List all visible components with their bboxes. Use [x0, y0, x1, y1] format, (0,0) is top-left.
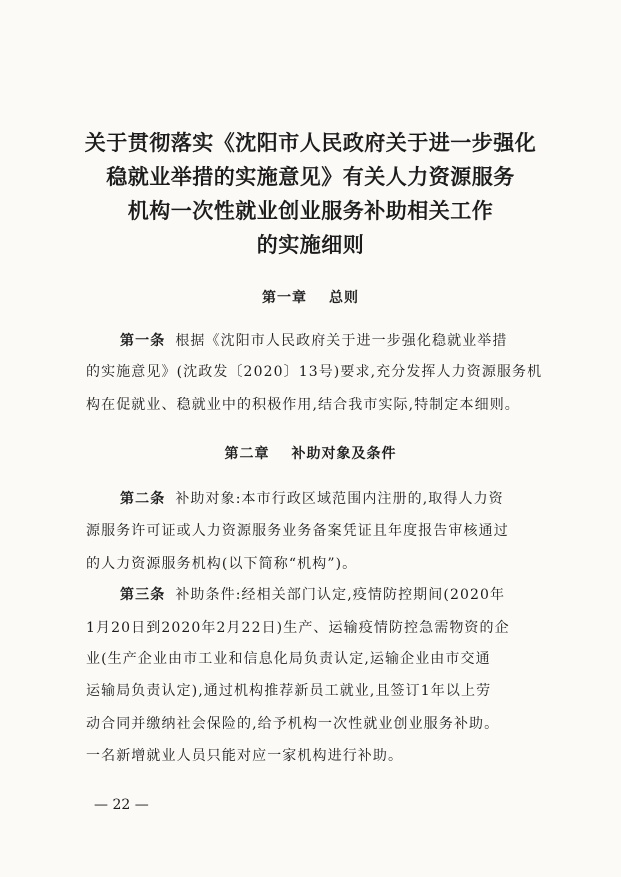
title-line-4: 的实施细则: [256, 233, 365, 257]
article-3-line-3: 业(生产企业由市工业和信息化局负责认定,运输企业由市交通: [86, 651, 491, 667]
article-3-label: 第三条: [120, 587, 166, 603]
chapter-1-heading: [60, 287, 561, 307]
document-title: [70, 126, 551, 262]
article-3-line-4: 运输局负责认定),通过机构推荐新员工就业,且签订1年以上劳: [86, 683, 492, 699]
title-line-1: 关于贯彻落实《沈阳市人民政府关于进一步强化: [84, 131, 537, 155]
article-1-line-1: 第一条 根据《沈阳市人民政府关于进一步强化稳就业举措: [120, 333, 508, 349]
article-2-line-2: 源服务许可证或人力资源服务业务备案凭证且年度报告审核通过: [86, 523, 509, 539]
article-1-line-3: 构在促就业、稳就业中的积极作用,结合我市实际,特制定本细则。: [86, 397, 520, 413]
chapter-1-name: 总则: [329, 290, 359, 306]
chapter-1-number: 第一章: [262, 290, 307, 306]
article-2-label: 第二条: [120, 491, 166, 507]
title-line-2: 稳就业举措的实施意见》有关人力资源服务: [106, 165, 515, 189]
article-3-line-6: 一名新增就业人员只能对应一家机构进行补助。: [86, 748, 404, 764]
article-2-line-1: 第二条 补助对象:本市行政区域范围内注册的,取得人力资: [120, 491, 504, 507]
page-number: — 22 —: [94, 797, 149, 813]
article-3-line-2: 1月20日到2020年2月22日)生产、运输疫情防控急需物资的企: [86, 620, 510, 636]
article-2-line-3: 的人力资源服务机构(以下简称“机构”)。: [86, 556, 358, 572]
article-1-label: 第一条: [120, 333, 166, 349]
article-3-line-1: 第三条 补助条件:经相关部门认定,疫情防控期间(2020年: [120, 587, 506, 603]
chapter-2-name: 补助对象及条件: [291, 446, 397, 462]
chapter-2-number: 第二章: [224, 446, 270, 462]
chapter-2-heading: [60, 443, 561, 463]
article-1-line-2: 的实施意见》(沈政发〔2020〕13号)要求,充分发挥人力资源服务机: [86, 364, 543, 380]
article-3-line-5: 动合同并缴纳社会保险的,给予机构一次性就业创业服务补助。: [86, 716, 500, 732]
title-line-3: 机构一次性就业创业服务补助相关工作: [127, 199, 494, 223]
